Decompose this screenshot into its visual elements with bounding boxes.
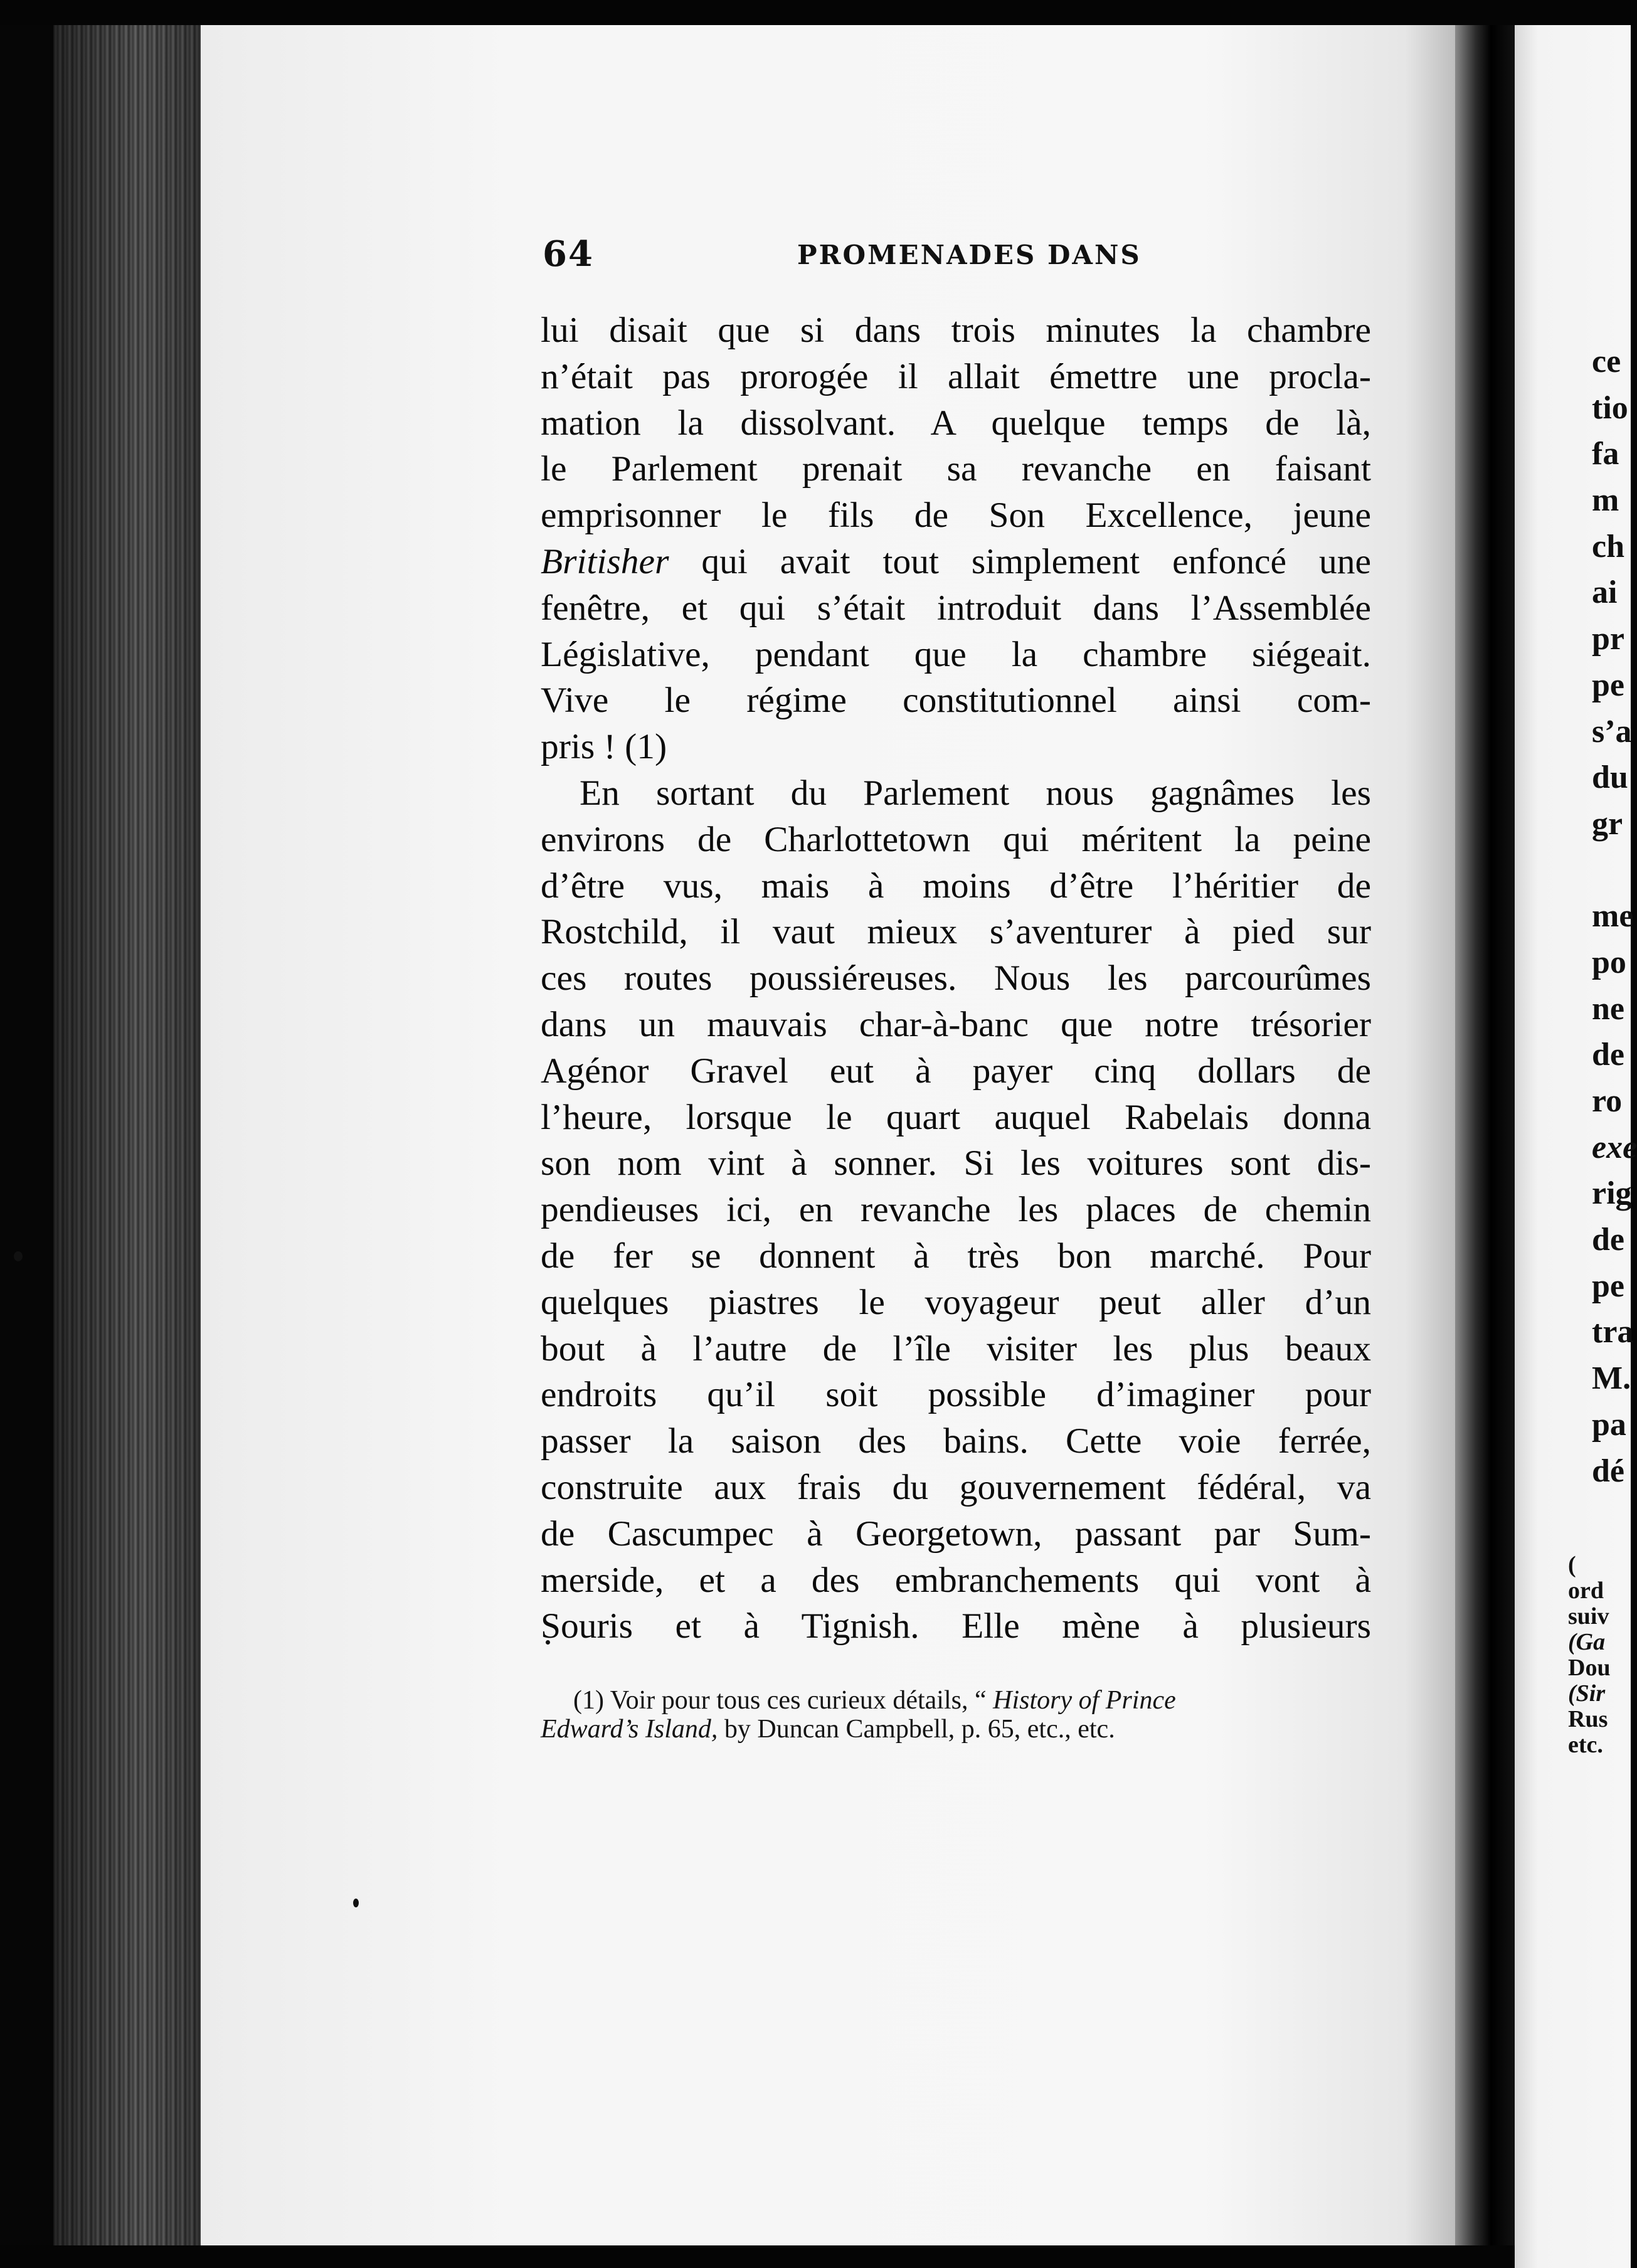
text-line: fenêtre, et qui s’était introduit dans l’Assemblée	[541, 588, 1371, 628]
facing-line: ch	[1592, 528, 1624, 564]
facing-line: pe	[1592, 667, 1624, 703]
facing-note-line: suiv	[1568, 1603, 1609, 1629]
running-title: PROMENADES DANS	[797, 240, 1142, 270]
facing-line: tra	[1592, 1314, 1634, 1350]
text-line: de fer se donnent à très bon marché. Pour	[541, 1236, 1371, 1276]
facing-line: pe	[1592, 1268, 1624, 1304]
text-line: bout à l’autre de l’île visiter les plus beaux	[541, 1328, 1371, 1369]
facing-note-line: (	[1568, 1552, 1576, 1578]
footnote-italic: History of Prince	[993, 1686, 1176, 1715]
text-line: le Parlement prenait sa revanche en faisant	[541, 449, 1371, 489]
book-edge-shadow	[53, 25, 201, 2245]
italic-term: Britisher	[541, 541, 669, 581]
text-line: Agénor Gravel eut à payer cinq dollars de	[541, 1051, 1371, 1091]
running-head	[543, 233, 1370, 284]
scan-speck	[14, 1251, 23, 1261]
text-run: qui avait tout simplement enfoncé une	[669, 541, 1371, 581]
text-line: pris ! (1)	[541, 727, 667, 767]
text-line: Souris et à Tignish. Elle mène à plusieurs	[541, 1606, 1371, 1646]
body-text	[541, 307, 1371, 1650]
facing-line: M.	[1592, 1360, 1631, 1397]
facing-line: fa	[1592, 436, 1619, 472]
page-number: 64	[543, 233, 594, 275]
facing-note-line: ord	[1568, 1577, 1604, 1604]
footnote-line	[541, 1715, 1371, 1744]
facing-line: ne	[1592, 990, 1624, 1027]
facing-note-line: (Sir	[1568, 1680, 1606, 1707]
facing-line: ro	[1592, 1083, 1623, 1119]
footnote-italic: Edward’s Island,	[541, 1715, 718, 1744]
text-line: dans un mauvais char-à-banc que notre trésorier	[541, 1004, 1371, 1044]
text-line: Rostchild, il vaut mieux s’aventurer à pied sur	[541, 912, 1371, 952]
text-line: quelques piastres le voyageur peut aller d’un	[541, 1282, 1371, 1322]
text-line: ces routes poussiéreuses. Nous les parcourûmes	[541, 958, 1371, 999]
text-line: d’être vus, mais à moins d’être l’héritier de	[541, 866, 1371, 906]
facing-page-text	[1592, 339, 1636, 1494]
facing-line: pr	[1592, 621, 1624, 657]
text-line: endroits qu’il soit possible d’imaginer pour	[541, 1375, 1371, 1415]
text-line: lui disait que si dans trois minutes la chambre	[541, 310, 1371, 350]
facing-line: rig	[1592, 1175, 1632, 1212]
text-line: son nom vint à sonner. Si les voitures sont dis-	[541, 1143, 1371, 1184]
scan-speck	[353, 1899, 359, 1907]
footnote	[541, 1686, 1371, 1744]
text-line: En sortant du Parlement nous gagnâmes les	[580, 773, 1371, 813]
text-line: pendieuses ici, en revanche les places de chemin	[541, 1190, 1371, 1230]
book-gutter	[1455, 25, 1515, 2268]
facing-note-line: etc.	[1568, 1732, 1603, 1758]
footnote-line	[541, 1686, 1371, 1715]
text-line: l’heure, lorsque le quart auquel Rabelais donna	[541, 1097, 1371, 1137]
facing-line: dé	[1592, 1453, 1624, 1489]
facing-line: pa	[1592, 1406, 1626, 1443]
text-line: mation la dissolvant. A quelque temps de là,	[541, 403, 1371, 443]
facing-line: tio	[1592, 389, 1628, 426]
facing-line: ai	[1592, 575, 1618, 611]
text-line: merside, et a des embranchements qui vont à	[541, 1560, 1371, 1600]
facing-page-notes	[1568, 1552, 1637, 1758]
facing-line: po	[1592, 944, 1626, 980]
text-line: Vive le régime constitutionnel ainsi com-	[541, 681, 1371, 721]
facing-line	[1592, 847, 1636, 894]
text-line: construite aux frais du gouvernement fédéral, va	[541, 1467, 1371, 1507]
scan-border-top	[0, 0, 1631, 25]
facing-line: me	[1592, 898, 1634, 935]
facing-line: s’a	[1592, 713, 1632, 750]
text-line: de Cascumpec à Georgetown, passant par Sum-	[541, 1513, 1371, 1554]
text-line: emprisonner le fils de Son Excellence, jeune	[541, 495, 1371, 536]
text-line: environs de Charlottetown qui méritent la peine	[541, 819, 1371, 859]
facing-line: ce	[1592, 344, 1621, 379]
text-line-mixed	[541, 539, 1371, 585]
footnote-text: (1) Voir pour tous ces curieux détails, “	[573, 1686, 993, 1715]
facing-line: exe	[1592, 1129, 1637, 1165]
facing-note-line: Dou	[1568, 1655, 1611, 1681]
facing-note-line: Rus	[1568, 1706, 1608, 1732]
facing-line: de	[1592, 1222, 1624, 1258]
text-line: n’était pas prorogée il allait émettre une procla-	[541, 356, 1371, 396]
facing-line: de	[1592, 1037, 1624, 1073]
facing-line: m	[1592, 482, 1619, 519]
scan-border-bottom	[0, 2245, 1515, 2268]
facing-note-line: (Ga	[1568, 1629, 1606, 1655]
facing-line: gr	[1592, 805, 1623, 842]
facing-line: du	[1592, 760, 1628, 796]
footnote-text: by Duncan Campbell, p. 65, etc., etc.	[718, 1715, 1115, 1744]
text-line: Législative, pendant que la chambre siégeait.	[541, 634, 1371, 674]
text-line: passer la saison des bains. Cette voie ferrée,	[541, 1421, 1371, 1461]
